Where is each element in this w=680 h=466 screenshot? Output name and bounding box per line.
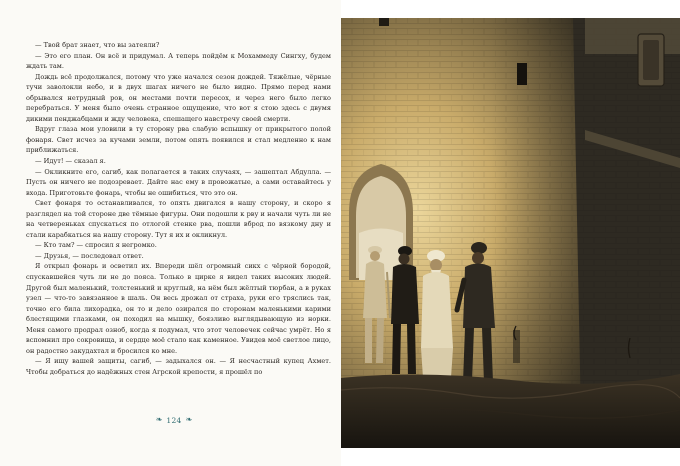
page-number: 124	[166, 415, 182, 425]
body-text	[26, 40, 331, 378]
paragraph: — Идут! — сказал я.	[35, 157, 106, 166]
paragraph: — Я ищу вашей защиты, сагиб, — задыхался он. — Я несчастный купец Ахмет. Чтобы добраться до надёжных стен Агрской крепости, я прошёл по	[26, 357, 331, 376]
ornament-right-icon: ❧	[185, 415, 193, 424]
paragraph: — Окликните его, сагиб, как полагается в таких случаях, — зашептал Абдулла. — Пусть он ничего не подозревает. Дайте нас ему в провожатые, а сами оставайтесь у входа. Приготовьте фонарь, чтобы не ошибиться, что это он.	[26, 167, 331, 197]
paragraph: Вдруг глаза мои уловили в ту сторону рва слабую вспышку от прикрытого полой фонаря. Свет исчез за кучами земли, потом опять появился и стал медленно к нам приближаться.	[26, 125, 331, 155]
paragraph: — Кто там? — спросил я негромко.	[35, 241, 157, 250]
paragraph: — Твой брат знает, что вы затеяли?	[35, 41, 160, 49]
ornament-left-icon: ❧	[155, 415, 163, 424]
illustration	[341, 18, 680, 448]
page-number-footer	[148, 414, 200, 426]
paragraph: Дождь всё продолжался, потому что уже начался сезон дождей. Тяжёлые, чёрные тучи заволокли небо, и в двух шагах ничего не было видно. Прямо перед нами обрывался нетрудный ров, он местами почти пересох, и через него было легко перебраться. У меня было очень странное ощущение, что вот я стою здесь с двумя дикими пенджабцами и жду человека, спешащего навстречу своей смерти.	[26, 72, 331, 123]
paragraph: Свет фонаря то останавливался, то опять двигался в нашу сторону, и скоро я разглядел на той стороне две тёмные фигуры. Они подошли к рву и начали чуть ли не на четвереньках спускаться по отлогой стенке рва, пошли вброд по вязкому дну и стали карабкаться на нашу сторону. Тут я их и окликнул.	[26, 199, 331, 239]
fort-night-illustration	[341, 18, 680, 448]
paragraph: — Это его план. Он всё и придумал. А теперь пойдём к Мохаммеду Сингху, будем ждать там.	[26, 51, 331, 71]
paragraph: — Друзья, — последовал ответ.	[35, 251, 144, 260]
paragraph: Я открыл фонарь и осветил их. Впереди шёл огромный сикх с чёрной бородой, спускавшейся чуть ли не до пояса. Только в цирке я видел таких высоких людей. Другой был маленький, толстенький и круглый, на нём был жёлтый тюрбан, а в руках узел — что-то завязанное в шаль. Он весь дрожал от страха, руки его тряслись так, точно его била лихорадка, он то и дело озирался по сторонам маленькими карими блестящими глазками, он походил на мышку, боязливо выглядывающую из норки. Меня самого продрал озноб, когда я подумал, что этот человечек сейчас умрёт. Но я вспомнил про сокровища, и сердце моё стало как каменное. Увидев моё светлое лицо, он радостно закудахтал и бросился ко мне.	[26, 262, 331, 355]
